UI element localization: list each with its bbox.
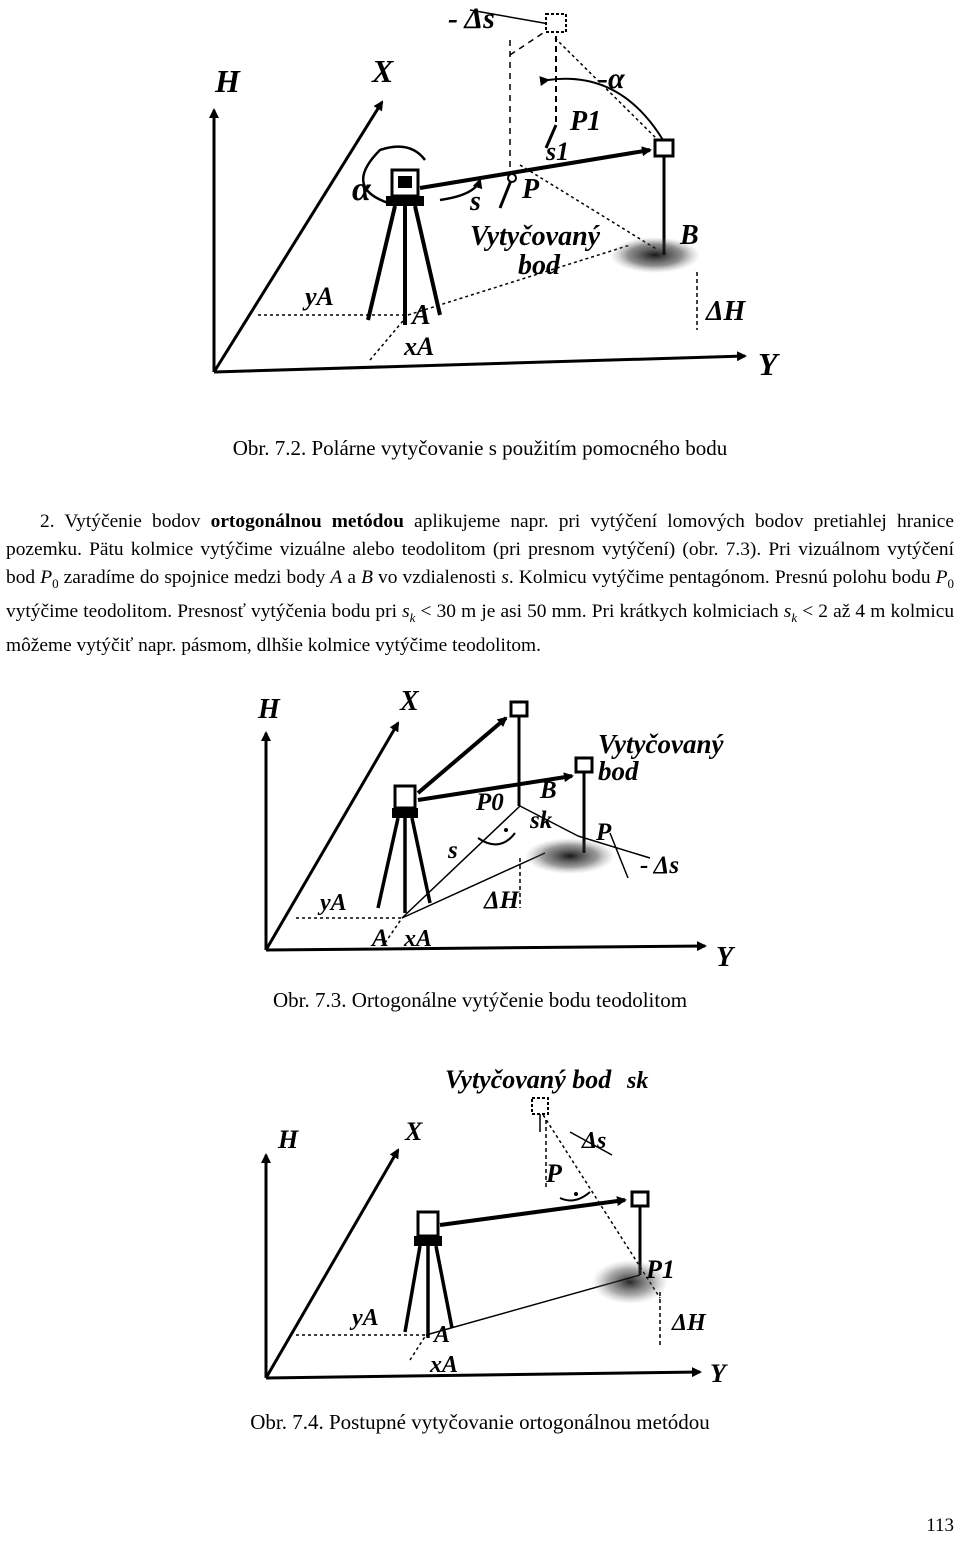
- para-text-7: < 30 m je asi 50 mm. Pri krátkych kolmiciach: [415, 600, 784, 622]
- label-xA: xA: [404, 332, 435, 361]
- label-Y: Y: [758, 346, 778, 382]
- label-Y: Y: [716, 942, 734, 973]
- para-sk2: s: [783, 600, 792, 622]
- label-B: B: [680, 220, 699, 251]
- para-text-5: . Kolmicu vytýčime pentagónom. Presnú polohu bodu: [508, 567, 936, 588]
- theodolite-icon: [405, 1212, 452, 1338]
- label-A: A: [372, 925, 389, 952]
- para-a: a: [342, 567, 362, 588]
- label-xA: xA: [404, 926, 433, 952]
- label-P: P: [546, 1159, 562, 1188]
- para-sk1: s: [402, 600, 410, 622]
- label-alpha: α: [352, 171, 371, 208]
- para-text-3: zaradíme do spojnice medzi body: [58, 567, 331, 588]
- label-sk: sk: [530, 807, 553, 834]
- figure-7-2: [0, 0, 960, 410]
- figure-7-3: [0, 688, 960, 980]
- theodolite-icon: [378, 786, 430, 913]
- label-A: A: [412, 300, 431, 331]
- label-minus-delta-s: - Δs: [448, 2, 495, 35]
- label-s1: s1: [546, 137, 570, 166]
- label-X: X: [405, 1117, 423, 1146]
- label-P1: P1: [570, 106, 602, 137]
- label-vytycovany-bod: Vytyčovaný bod: [445, 1065, 612, 1094]
- label-P: P: [522, 174, 540, 205]
- label-s: s: [470, 186, 481, 217]
- y-axis: [214, 356, 745, 372]
- para-P0a: P: [40, 567, 53, 588]
- label-bod: bod: [518, 250, 560, 281]
- label-P1: P1: [646, 1255, 675, 1284]
- label-vytycovany: Vytyčovaný: [470, 221, 601, 252]
- figure-caption-7-4: Obr. 7.4. Postupné vytyčovanie ortogonálnou metódou: [250, 1410, 710, 1434]
- label-H: H: [258, 694, 280, 725]
- para-sub0a: 0: [52, 575, 59, 591]
- x-axis: [214, 102, 382, 372]
- label-deltaH: ΔH: [672, 1310, 706, 1336]
- para-B: B: [361, 567, 373, 588]
- para-sub0b: 0: [947, 575, 954, 591]
- figure-7-4: [0, 1060, 960, 1400]
- para-text-4: vo vzdialenosti: [372, 567, 502, 588]
- figure-caption-7-3: Obr. 7.3. Ortogonálne vytýčenie bodu teodolitom: [272, 988, 688, 1012]
- label-s: s: [448, 837, 458, 864]
- label-B: B: [540, 777, 557, 804]
- para-subk2: k: [791, 609, 798, 625]
- para-A: A: [330, 567, 343, 588]
- label-bod: bod: [598, 756, 639, 786]
- para-text-2: aplikujeme napr. pri vytýčení lomových bodov pretiahlej hranice pozemku. Pätu kolmice vytýčime vizuálne alebo teodolitom (pri presnom vytýčení) (obr. 7.3). Pri vizuálnom vytýčení bod: [6, 511, 955, 588]
- label-H: H: [215, 63, 240, 99]
- label-sk: sk: [627, 1068, 649, 1094]
- label-deltaH: ΔH: [706, 296, 746, 327]
- page-number: 113: [926, 1515, 954, 1536]
- label-vytycovany: Vytyčovaný: [598, 729, 724, 759]
- para-s: s: [501, 567, 509, 588]
- label-yA: yA: [320, 890, 347, 916]
- label-minus-delta-s: - Δs: [640, 852, 680, 879]
- label-X: X: [372, 53, 394, 89]
- label-minus-alpha: -α: [598, 62, 625, 95]
- label-delta-s: Δs: [582, 1128, 607, 1154]
- label-xA: xA: [430, 1352, 459, 1378]
- para-text-1: 2. Vytýčenie bodov: [40, 511, 211, 532]
- label-H: H: [278, 1125, 299, 1154]
- label-P0: P0: [476, 789, 504, 816]
- label-A: A: [434, 1322, 451, 1348]
- label-deltaH: ΔH: [484, 887, 520, 914]
- para-subk1: k: [409, 609, 416, 625]
- para-bold: ortogonálnou metódou: [210, 511, 404, 532]
- figure-caption-7-2: Obr. 7.2. Polárne vytyčovanie s použitím pomocného bodu: [232, 436, 728, 460]
- label-yA: yA: [305, 282, 334, 311]
- label-P: P: [596, 819, 612, 846]
- para-text-8: < 2 až 4 m kolmicu môžeme vytýčiť napr. pásmom, dlhšie kolmice vytýčime teodolitom.: [6, 600, 955, 656]
- label-X: X: [400, 688, 419, 717]
- para-text-6: vytýčime teodolitom. Presnosť vytýčenia bodu pri: [6, 600, 403, 622]
- label-yA: yA: [352, 1305, 379, 1331]
- body-paragraph: [6, 508, 954, 660]
- para-P0b: P: [935, 567, 948, 588]
- label-Y: Y: [710, 1359, 726, 1388]
